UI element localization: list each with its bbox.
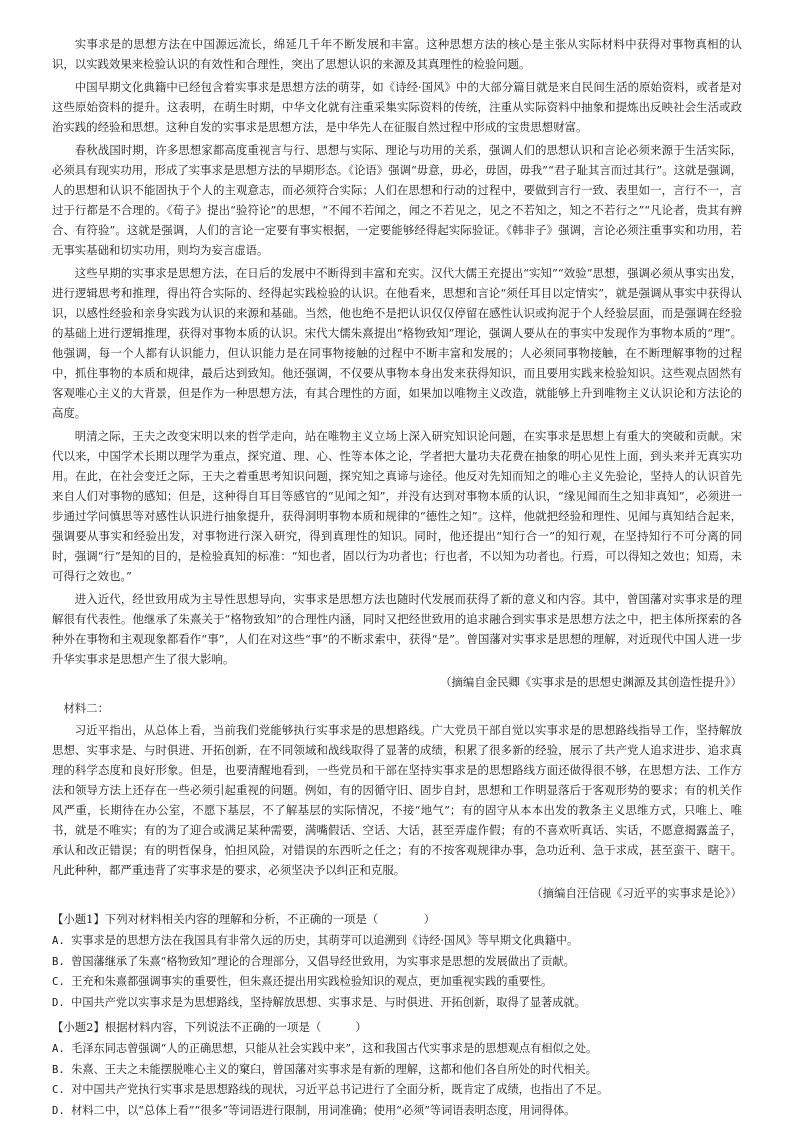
question-1-option-a[interactable] [52, 931, 742, 952]
material-one-paragraph-2: 中国早期文化典籍中已经包含着实事求是思想方法的萌芽，如《诗经·国风》中的大部分篇目就是来自民间生活的原始资料，或者是对这些原始资料的提升。这表明，在萌生时期，中华文化就有注重采集实际资料的传统，注重从实际资料中抽象和提炼出反映社会生活或政治实践的经验和思想。这种自发的实事求是思想方法，是中华先人在征服自然过程中形成的宝贵思想财富。 [52, 80, 742, 134]
material-one-paragraph-1: 实事求是的思想方法在中国源远流长，绵延几千年不断发展和丰富。这种思想方法的核心是主张从实际材料中获得对事物真相的认识，以实践效果来检验认识的有效性和合理性，突出了思想认识的来源及其真理性的检验问题。 [52, 37, 742, 71]
option-text: 曾国藩继承了朱熹“格物致知”理论的合理部分，又倡导经世致用，为实事求是思想的发展做出了贡献。 [71, 954, 575, 968]
material-two-paragraph: 习近平指出，从总体上看，当前我们党能够执行实事求是的思想路线。广大党员干部自觉以实事求是的思想路线指导工作，坚持解放思想、实事求是、与时俱进、开拓创新，在不同领域和战线取得了显著的成绩，积累了很多新的经验，展示了共产党人追求进步、追求真理的科学态度和良好形象。但是，也要清醒地看到，一些党员和干部在坚持实事求是的思想路线方面还做得很不够，在思想方法、工作方法和领导方法上还存在一些必须引起重视的问题。例如，有的因循守旧、固步自封，思想和工作明显落后于客观形势的要求；有的机关作风严重，长期待在办公室，不愿下基层，不了解基层的实际情况，不接“地气”；有的固守从本本出发的教条主义思维方式，只唯上、唯书，就是不唯实；有的为了迎合或满足某种需要，满嘴假话、空话、大话，甚至弄虚作假；有的不喜欢听真话、实话，不愿意揭露盖子，承认和改正错误；有的明哲保身，怕担风险，对错误的东西听之任之；有的不按客观规律办事，急功近利、急于求成，甚至蛮干、瞎干。凡此种种，都严重违背了实事求是的要求，必须坚决予以纠正和克服。 [52, 723, 742, 877]
option-text: 对中国共产党执行实事求是思想路线的现状，习近平总书记进行了全面分析，既肯定了成绩，也指出了不足。 [71, 1083, 609, 1096]
question-2-stem: 【小题2】根据材料内容，下列说法不正确的一项是（ ） [52, 1020, 367, 1034]
material-two-source: （摘编自汪信砚《习近平的实事求是论》） [531, 886, 742, 900]
question-1-option-b[interactable] [52, 952, 742, 973]
option-letter: C. [52, 976, 65, 988]
material-two [52, 698, 742, 903]
option-text: 中国共产党以实事求是为思想路线，坚持解放思想、实事求是、与时俱进、开拓创新，取得了显著成就。 [71, 995, 586, 1009]
option-letter: D. [52, 996, 65, 1009]
material-one-paragraph-6: 进入近代，经世致用成为主导性思想导向，实事求是思想方法也随时代发展而获得了新的意义和内容。其中，曾国藩对实事求是的理解很有代表性。他继承了朱熹关于“格物致知”的合理性内涵，同时又把经世致用的追求融合到实事求是思想方法之中，把主体所探索的各种外在事物和主观现象都看作“事”，人们在对这些“事”的不断求索中，获得“是”。曾国藩对实事求是思想的理解，对近现代中国人进一步升华实事求是思想产生了很大影响。 [52, 592, 742, 666]
question-1-stem: 【小题1】下列对材料相关内容的理解和分析，不正确的一项是（ ） [52, 912, 436, 926]
option-letter: B. [52, 1063, 65, 1076]
question-2-option-b[interactable] [52, 1060, 742, 1081]
material-one [52, 34, 742, 692]
option-letter: B. [52, 955, 65, 968]
material-two-label: 材料二： [63, 701, 109, 715]
option-letter: C. [52, 1084, 65, 1096]
material-one-source: （摘编自金民卿《实事求是的思想史渊源及其创造性提升》） [440, 675, 742, 689]
question-1 [52, 909, 742, 1013]
question-2-option-a[interactable] [52, 1039, 742, 1060]
option-text: 王充和朱熹都强调事实的重要性，但朱熹还提出用实践检验知识的观点，更加重视实践的重要性。 [71, 975, 553, 988]
option-letter: D. [52, 1104, 65, 1117]
material-one-paragraph-5: 明清之际，王夫之改变宋明以来的哲学走向，站在唯物主义立场上深入研究知识论问题，在实事求是思想上有重大的突破和贡献。宋代以来，中国学术长期以理学为重点，探究道、理、心、性等本体之论，学者把大量功夫花费在抽象的明心见性上面，到头来并无真实功用。在此，在社会变迁之际，王夫之着重思考知识问题，探究知之真谛与途径。他反对先知而知之的唯心主义先验论，坚持人的认识首先来自人们对事物的感知；但是，这种得自耳目等感官的“见闻之知”，并没有达到对事物本质的认识，“缘见闻而生之知非真知”，必须进一步通过学问慎思等对感性认识进行抽象提升，获得洞明事物本质和规律的“德性之知”。这样，他就把经验和理性、见闻与真知结合起来，强调要从事实和经验出发，对事物进行深入研究，得到真理性的知识。同时，他还提出“知行合一”的知行观，在坚持知行不可分离的同时，强调“行”是知的目的，是检验真知的标准：“知也者，固以行为功者也；行也者，不以知为功者也。行焉，可以得知之效也；知焉，未可得行之效也。” [52, 429, 742, 583]
material-one-paragraph-3: 春秋战国时期，许多思想家都高度重视言与行、思想与实际、理论与功用的关系，强调人们的思想认识和言论必须来源于生活实际，必须具有现实功用，形成了实事求是思想方法的早期形态。《论语》强调“毋意，毋必，毋固，毋我”“君子耻其言而过其行”。这就是强调，人的思想和认识不能固执于个人的主观意志，而必须符合实际；人们在思想和行动的过程中，要做到言行一致、表里如一，言行不一，言过于行都是不合理的。《荀子》提出“验符论”的思想，“不闻不若闻之，闻之不若见之，见之不若知之，知之不若行之”“凡论者，贵其有辨合、有符验”。这就是强调，人们的言论一定要有事实根据，一定要能够经得起实际验证。《韩非子》强调，言论必须注重事实和功用，若无事实基础和切实功用，则均为妄言虚语。 [52, 143, 742, 257]
option-letter: A. [52, 1043, 65, 1055]
material-one-paragraph-4: 这些早期的实事求是思想方法，在日后的发展中不断得到丰富和充实。汉代大儒王充提出“实知”“效验”思想，强调必须从事实出发，进行逻辑思考和推理，得出符合实际的、经得起实践检验的认识。在他看来，思想和言论“须任耳目以定情实”，就是强调从事实中获得认识，以感性经验和亲身实践为认识的来源和基础。当然，他也绝不是把认识仅仅停留在感性认识或拘泥于个人经验层面，而是强调在经验的基础上进行逻辑推理，获得对事物本质的认识。宋代大儒朱熹提出“格物致知”理论，强调人要从在的事实中发现作为事物本质的“理”。他强调，每一个人都有认识能力，但认识能力是在同事物接触的过程中不断丰富和发展的；人必须同事物接触，在不断理解事物的过程中，抓住事物的本质和规律，最后达到致知。他还强调，不仅要从事物本身出发来获得知识，而且要用实践来检验知识。这些观点固然有客观唯心主义的大背景，但是作为一种思想方法，有其合理性的方面，如果加以唯物主义改造，就能够上升到唯物主义认识论和方法论的高度。 [52, 266, 742, 420]
question-2-option-c[interactable] [52, 1080, 742, 1101]
option-text: 朱熹、王夫之未能摆脱唯心主义的窠臼，曾国藩对实事求是有新的理解，这都和他们各自所处的时代相关。 [71, 1062, 597, 1076]
question-1-option-c[interactable] [52, 972, 742, 993]
question-2 [52, 1017, 742, 1121]
option-text: 材料二中，以“总体上看”“很多”等词语进行限制，用词准确；使用“必须”等词语表明态度，用词得体。 [71, 1103, 576, 1117]
option-text: 毛泽东同志曾强调“人的正确思想，只能从社会实践中来”，这和我国古代实事求是的思想观点有相似之处。 [71, 1042, 598, 1055]
question-1-option-d[interactable] [52, 993, 742, 1014]
option-text: 实事求是的思想方法在我国具有非常久远的历史，其萌芽可以追溯到《诗经·国风》等早期文化典籍中。 [71, 934, 579, 947]
question-2-option-d[interactable] [52, 1101, 742, 1122]
option-letter: A. [52, 935, 65, 947]
